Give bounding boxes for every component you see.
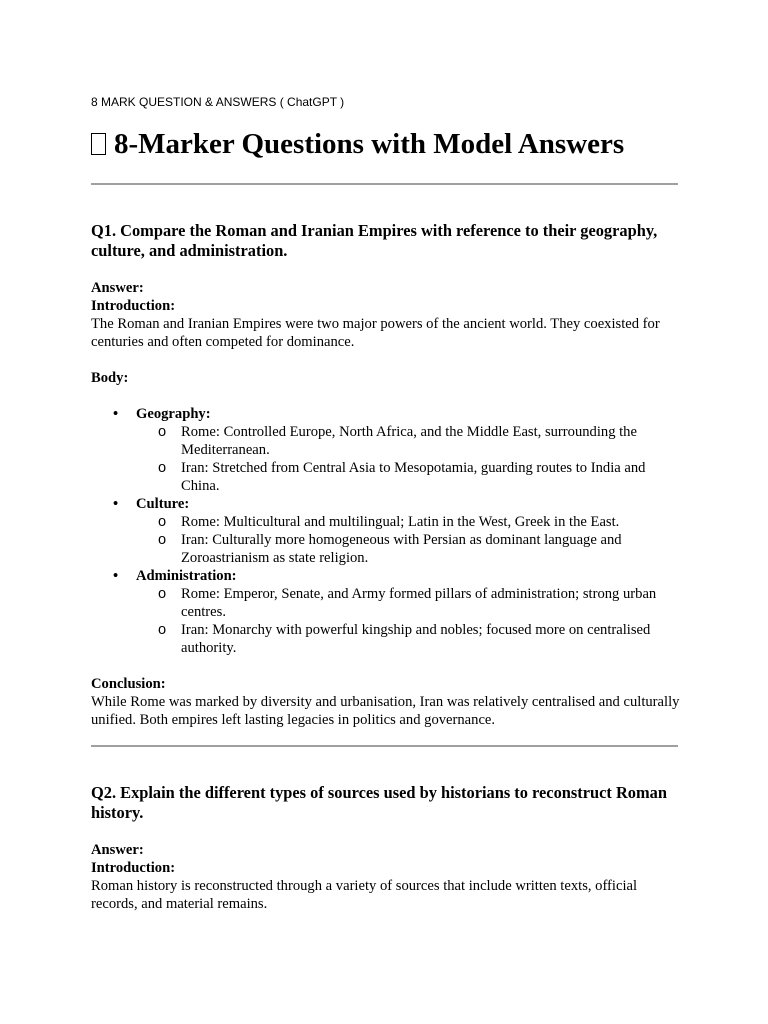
- conclusion-text: While Rome was marked by diversity and urbanisation, Iran was relatively centralised and culturally unified. Both empires left lasting legacies in politics and governance.: [91, 694, 680, 728]
- missing-glyph-icon: [91, 133, 106, 155]
- divider: [91, 745, 678, 747]
- list-heading: Culture:: [136, 496, 190, 512]
- introduction-text: Roman history is reconstructed through a variety of sources that include written texts, official records, and material remains.: [91, 878, 638, 912]
- document-header: 8 MARK QUESTION & ANSWERS ( ChatGPT ): [91, 95, 345, 109]
- list-heading: Geography:: [136, 406, 211, 422]
- divider: [91, 183, 678, 185]
- list-item-geography: [91, 405, 681, 495]
- circle-bullet-icon: o: [158, 424, 167, 440]
- bullet-icon: •: [113, 496, 119, 512]
- sub-list-item: [136, 513, 681, 531]
- sub-list-item: [136, 459, 681, 495]
- sub-list-text: Rome: Multicultural and multilingual; Latin in the West, Greek in the East.: [181, 514, 620, 530]
- bullet-icon: •: [113, 568, 119, 584]
- circle-bullet-icon: o: [158, 460, 167, 476]
- circle-bullet-icon: o: [158, 532, 167, 548]
- sub-list-item: [136, 423, 681, 459]
- sub-list-text: Iran: Monarchy with powerful kingship and nobles; focused more on centralised authority.: [181, 622, 651, 656]
- introduction-label: Introduction:: [91, 298, 176, 314]
- question-2-block: [91, 783, 681, 913]
- question-1-text: Q1. Compare the Roman and Iranian Empires with reference to their geography, culture, and administration.: [91, 221, 658, 260]
- sub-list-item: [136, 531, 681, 567]
- list-item-culture: [91, 495, 681, 567]
- body-label: Body:: [91, 370, 129, 386]
- question-1-block: [91, 221, 681, 729]
- sub-list-text: Iran: Stretched from Central Asia to Mesopotamia, guarding routes to India and China.: [181, 460, 646, 494]
- sub-list: [136, 585, 681, 657]
- answer-label: Answer:: [91, 842, 144, 858]
- page-title: [91, 128, 624, 161]
- bullet-icon: •: [113, 406, 119, 422]
- page-title-text: 8-Marker Questions with Model Answers: [114, 128, 625, 160]
- circle-bullet-icon: o: [158, 586, 167, 602]
- sub-list-item: [136, 585, 681, 621]
- question-2-text: Q2. Explain the different types of sources used by historians to reconstruct Roman history.: [91, 783, 667, 822]
- sub-list: [136, 423, 681, 495]
- circle-bullet-icon: o: [158, 514, 167, 530]
- body-list: [91, 405, 681, 657]
- sub-list-text: Rome: Controlled Europe, North Africa, and the Middle East, surrounding the Mediterranean.: [181, 424, 637, 458]
- conclusion-label: Conclusion:: [91, 676, 166, 692]
- list-item-administration: [91, 567, 681, 657]
- circle-bullet-icon: o: [158, 622, 167, 638]
- introduction-text: The Roman and Iranian Empires were two major powers of the ancient world. They coexisted for centuries and often competed for dominance.: [91, 316, 660, 350]
- sub-list-text: Iran: Culturally more homogeneous with Persian as dominant language and Zoroastrianism as state religion.: [181, 532, 622, 566]
- sub-list-text: Rome: Emperor, Senate, and Army formed pillars of administration; strong urban centres.: [181, 586, 657, 620]
- list-heading: Administration:: [136, 568, 237, 584]
- sub-list-item: [136, 621, 681, 657]
- introduction-label: Introduction:: [91, 860, 176, 876]
- sub-list: [136, 513, 681, 567]
- answer-label: Answer:: [91, 280, 144, 296]
